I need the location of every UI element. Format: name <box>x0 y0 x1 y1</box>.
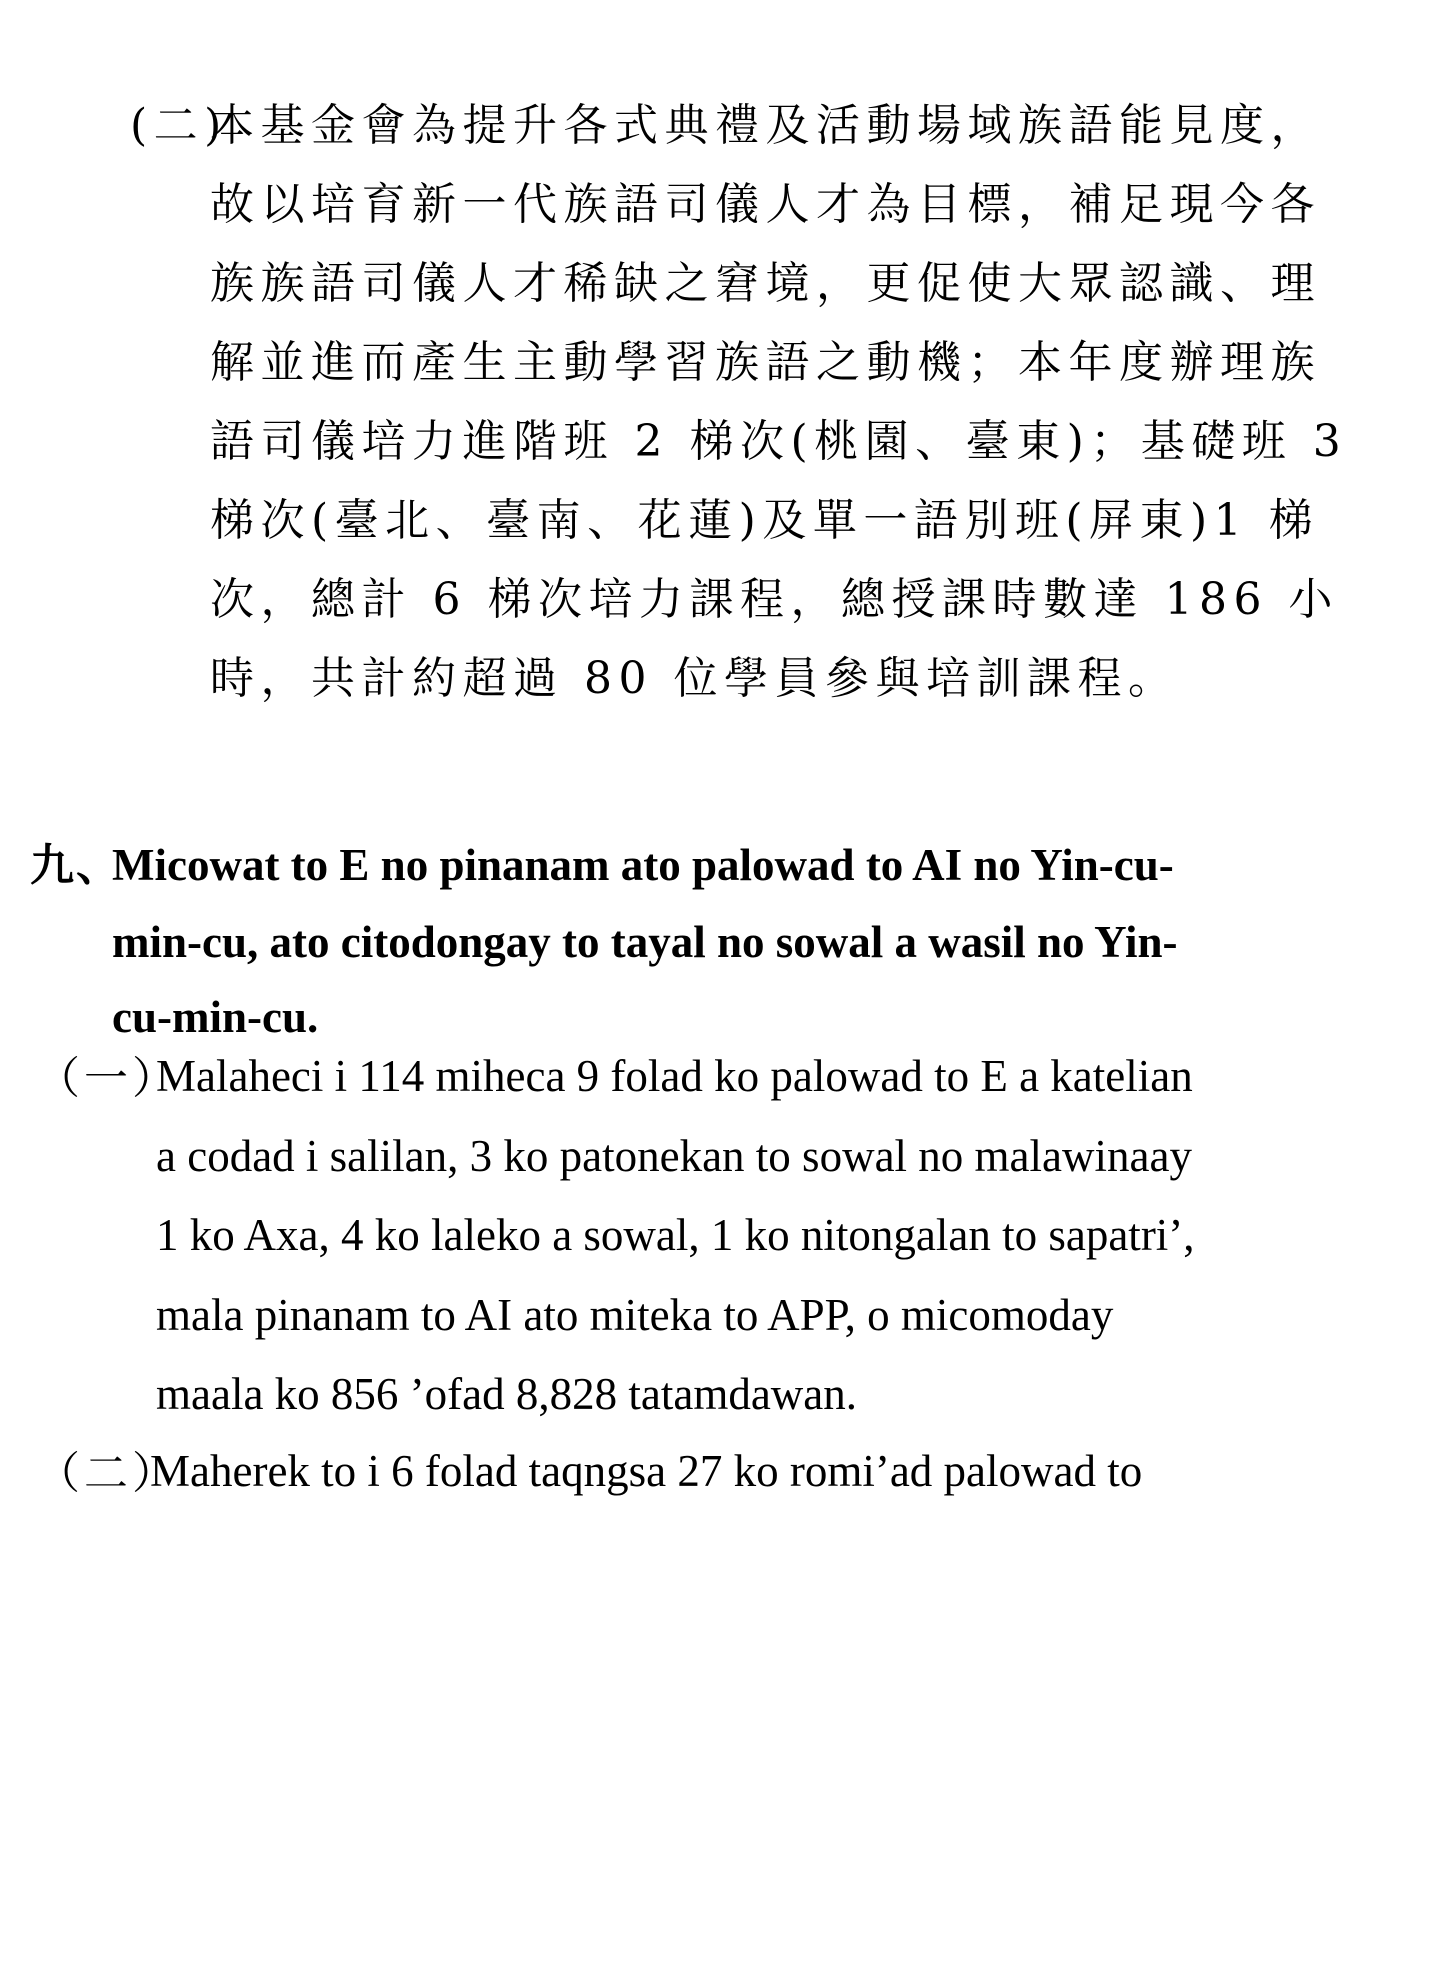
item-1-marker: （一） <box>36 1053 180 1104</box>
paragraph-line: 故以培育新一代族語司儀人才為目標，補足現今各 <box>210 179 1321 230</box>
paragraph-line: Maherek to i 6 folad taqngsa 27 ko romi’ad palowad to <box>150 1446 1143 1496</box>
heading-line: Micowat to E no pinanam ato palowad to AI no Yin-cu- <box>112 840 1174 890</box>
heading-9-marker: 九、 <box>30 840 122 891</box>
paragraph-line: 時，共計約超過 80 位學員參與培訓課程。 <box>210 653 1179 704</box>
paragraph-line: 解並進而產生主動學習族語之動機；本年度辦理族 <box>210 337 1321 388</box>
paragraph-line: maala ko 856 ’ofad 8,828 tatamdawan. <box>156 1369 858 1419</box>
paragraph-line: 語司儀培力進階班 2 梯次(桃園、臺東)；基礎班 3 <box>210 416 1348 467</box>
heading-line: cu-min-cu. <box>112 992 319 1042</box>
item-2-marker: （二） <box>36 1448 180 1499</box>
paragraph-line: 梯次(臺北、臺南、花蓮)及單一語別班(屏東)1 梯 <box>210 495 1320 546</box>
paragraph-line: 1 ko Axa, 4 ko laleko a sowal, 1 ko nitongalan to sapatri’, <box>156 1210 1195 1260</box>
paragraph-line: Malaheci i 114 miheca 9 folad ko palowad to E a katelian <box>156 1051 1193 1101</box>
section-2-marker: (二) <box>130 100 228 151</box>
heading-line: min-cu, ato citodongay to tayal no sowal a wasil no Yin- <box>112 917 1178 967</box>
paragraph-line: 次，總計 6 梯次培力課程，總授課時數達 186 小 <box>210 574 1339 625</box>
paragraph-line: 本基金會為提升各式典禮及活動場域族語能見度， <box>210 100 1321 151</box>
paragraph-line: a codad i salilan, 3 ko patonekan to sowal no malawinaay <box>156 1131 1192 1181</box>
paragraph-line: 族族語司儀人才稀缺之窘境，更促使大眾認識、理 <box>210 258 1321 309</box>
paragraph-line: mala pinanam to AI ato miteka to APP, o micomoday <box>156 1290 1114 1340</box>
